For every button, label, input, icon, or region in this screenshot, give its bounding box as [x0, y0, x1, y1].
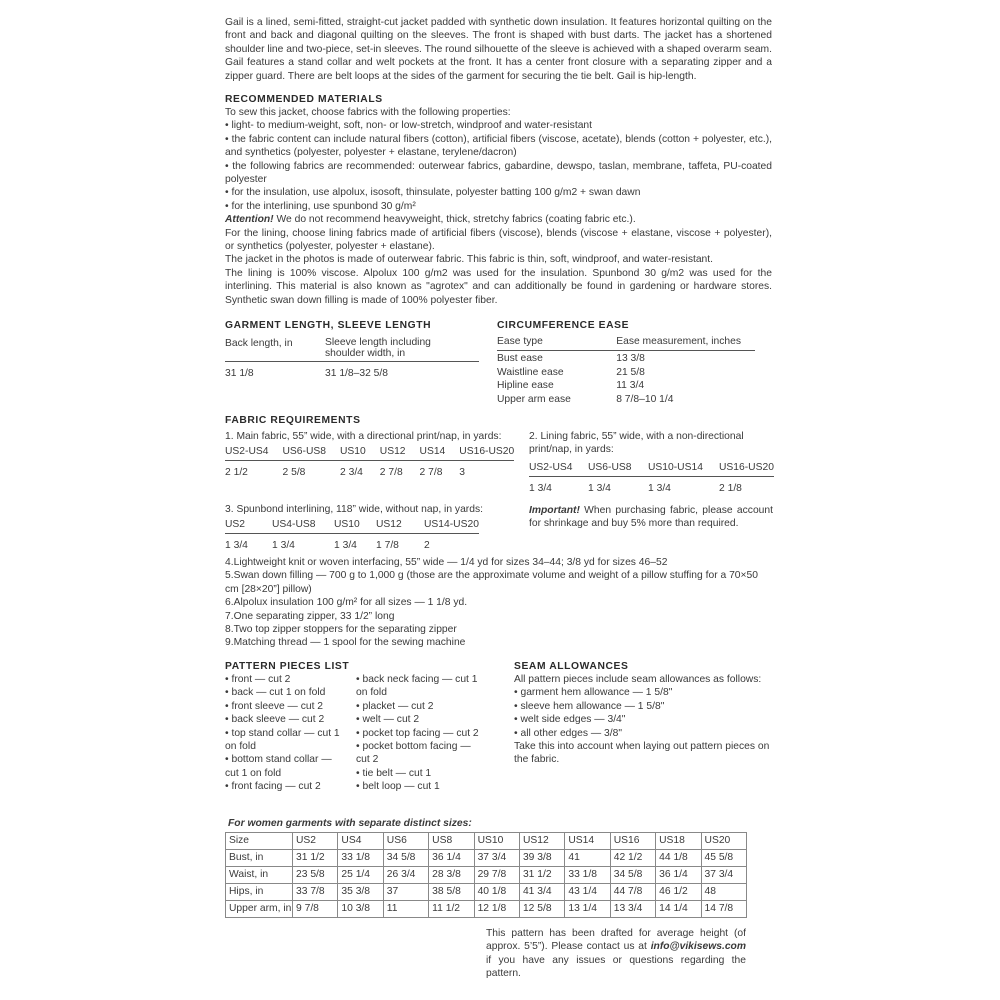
size-chart-table — [225, 832, 747, 918]
list-item: • all other edges — 3/8" — [514, 727, 623, 739]
list-item: 7.One separating zipper, 33 1/2” long — [225, 610, 395, 622]
notions-list — [225, 556, 773, 650]
footer-text-b: if you have any issues or questions regarding the pattern. — [486, 954, 746, 980]
table-row: Bust ease 13 3/8 — [497, 353, 645, 365]
list-item: • back sleeve — cut 2 — [225, 714, 325, 726]
lining-fabric-title: 2. Lining fabric, 55” wide, with a non-directional print/nap, in yards: — [529, 431, 744, 456]
ease-measure-header: Ease measurement, inches — [616, 335, 755, 351]
table-row: Waistline ease 21 5/8 — [497, 366, 645, 378]
footer-text-a: This pattern has been drafted for average height (of approx. 5’5”). Please contact us at — [486, 928, 746, 953]
table-row: Upper arm, in 9 7/8 10 3/8 11 11 1/2 12 1/8 12 5/8 13 1/4 13 3/4 14 1/4 14 7/8 — [226, 901, 747, 918]
table-row: Upper arm ease 8 7/8–10 1/4 — [497, 393, 674, 405]
list-item: • placket — cut 2 — [356, 700, 434, 712]
list-item: • welt — cut 2 — [356, 714, 420, 726]
pattern-list-col1 — [225, 673, 345, 794]
list-item: • front sleeve — cut 2 — [225, 700, 324, 712]
seam-intro: All pattern pieces include seam allowances as follows: — [514, 674, 762, 685]
material-item: • the fabric content can include natural fibers (cotton), artificial fibers (viscose, acetate), blends (cotton + polyester, etc.), and synthetics (polyester, polyester + elastane, terylene/dacron) — [225, 133, 772, 159]
footer-note — [486, 927, 746, 981]
seam-heading: SEAM ALLOWANCES — [514, 661, 629, 672]
materials-block — [225, 106, 772, 307]
material-item: • for the interlining, use spunbond 30 g/m² — [225, 200, 416, 212]
list-item: 6.Alpolux insulation 100 g/m² for all sizes — 1 1/8 yd. — [225, 597, 468, 609]
list-item: • welt side edges — 3/4" — [514, 714, 626, 726]
spunbond-table: US2 US4-US8 US10 US12 US14-US20 1 3/4 1 3/4 1 3/4 1 7/8 2 — [225, 519, 479, 552]
list-item: • bottom stand collar — cut 1 on fold — [225, 754, 332, 779]
lining-fabric-table: US2-US4 US6-US8 US10-US14 US16-US20 1 3/4 1 3/4 1 3/4 2 1/8 — [529, 462, 774, 495]
list-item: • sleeve hem allowance — 1 5/8" — [514, 700, 665, 712]
material-item: • the following fabrics are recommended: outerwear fabrics, gabardine, dewspo, taslan, membrane, taffeta, PU-coated polyester — [225, 160, 772, 186]
composition-note: The lining is 100% viscose. Alpolux 100 g/m2 was used for the insulation. Spunbond 30 g/m2 was used for the interlining. This material is also known as "agrotex" and can additionally be found in gardening or hardware stores. Synthetic swan down filling is made of 100% polyester fiber. — [225, 267, 772, 306]
materials-heading: RECOMMENDED MATERIALS — [225, 94, 383, 105]
list-item: • front facing — cut 2 — [225, 781, 321, 793]
list-item: 5.Swan down filling — 700 g to 1,000 g (those are the approximate volume and weight of a pillow stuffing for a 70×50 cm [28×20”] pillow) — [225, 570, 759, 595]
back-length-header: Back length, in — [225, 337, 325, 362]
table-row: Hipline ease 11 3/4 — [497, 380, 645, 392]
ease-table — [497, 335, 755, 406]
list-item: • tie belt — cut 1 — [356, 767, 432, 779]
fabric-heading: FABRIC REQUIREMENTS — [225, 415, 361, 426]
list-item: • front — cut 2 — [225, 674, 291, 685]
sleeve-length-header: Sleeve length including shoulder width, in — [325, 337, 479, 362]
table-row: Bust, in 31 1/2 33 1/8 34 5/8 36 1/4 37 3/4 39 3/8 41 42 1/2 44 1/8 45 5/8 — [226, 850, 747, 867]
lining-note: For the lining, choose lining fabrics made of artificial fibers (viscose), blends (viscose + elastane, viscose + polyester), or synthetics (polyester, polyester + elastane). — [225, 227, 772, 253]
table-row: Size US2 US4 US6 US8 US10 US12 US14 US16 US18 US20 — [226, 833, 747, 850]
material-item: • light- to medium-weight, soft, non- or low-stretch, windproof and water-resistant — [225, 120, 593, 132]
materials-intro: To sew this jacket, choose fabrics with the following properties: — [225, 107, 511, 118]
list-item: • belt loop — cut 1 — [356, 781, 440, 793]
list-item: • pocket top facing — cut 2 — [356, 727, 479, 739]
list-item: • garment hem allowance — 1 5/8" — [514, 687, 673, 699]
sleeve-length-value: 31 1/8–32 5/8 — [325, 368, 388, 379]
garment-length-table — [225, 337, 479, 380]
back-length-value: 31 1/8 — [225, 368, 254, 379]
pattern-heading: PATTERN PIECES LIST — [225, 661, 350, 672]
ease-type-header: Ease type — [497, 335, 616, 351]
table-row: Hips, in 33 7/8 35 3/8 37 38 5/8 40 1/8 41 3/4 43 1/4 44 7/8 46 1/2 48 — [226, 884, 747, 901]
table-row: Waist, in 23 5/8 25 1/4 26 3/4 28 3/8 29 7/8 31 1/2 33 1/8 34 5/8 36 1/4 37 3/4 — [226, 867, 747, 884]
attention-label: Attention! — [225, 214, 274, 226]
photos-note: The jacket in the photos is made of outerwear fabric. This fabric is thin, soft, windproof, and water-resistant. — [225, 254, 714, 266]
important-text: When purchasing fabric, please account for shrinkage and buy 5% more than required. — [529, 505, 773, 530]
pattern-list-col2 — [356, 673, 481, 794]
list-item: 4.Lightweight knit or woven interfacing, 55” wide — 1/4 yd for sizes 34–44; 3/8 yd for sizes 46–52 — [225, 557, 668, 568]
spunbond-title: 3. Spunbond interlining, 118” wide, without nap, in yards: — [225, 504, 483, 515]
important-note — [529, 504, 773, 531]
main-fabric-table: US2-US4 US6-US8 US10 US12 US14 US16-US20 2 1/2 2 5/8 2 3/4 2 7/8 2 7/8 3 — [225, 446, 515, 479]
seam-block — [514, 673, 776, 767]
list-item: 8.Two top zipper stoppers for the separating zipper — [225, 624, 457, 636]
list-item: • pocket bottom facing — cut 2 — [356, 741, 471, 766]
material-item: • for the insulation, use alpolux, isosoft, thinsulate, polyester batting 100 g/m2 + swan dawn — [225, 187, 641, 199]
list-item: • top stand collar — cut 1 on fold — [225, 727, 340, 753]
main-fabric-title: 1. Main fabric, 55” wide, with a directional print/nap, in yards: — [225, 431, 502, 442]
list-item: 9.Matching thread — 1 spool for the sewing machine — [225, 637, 466, 649]
intro-paragraph: Gail is a lined, semi-fitted, straight-cut jacket padded with synthetic down insulation. It features horizontal quilting on the front and back and diagonal quilting on the sleeves. The front is shaped with bust darts. The jacket has a shortened shoulder line and two-piece, set-in sleeves. The round silhouette of the sleeve is achieved with a shaped overarm seam. Gail features a stand collar and welt pockets at the front. It has a center front closure with a separating zipper and a zipper guard. There are belt loops at the sides of the garment for securing the tie belt. Gail is hip-length. — [225, 17, 772, 82]
important-label: Important! — [529, 505, 580, 516]
attention-note — [225, 213, 772, 226]
garment-length-heading: GARMENT LENGTH, SLEEVE LENGTH — [225, 320, 432, 331]
contact-email-link[interactable]: info@vikisews.com — [650, 941, 746, 953]
size-chart-title: For women garments with separate distinct sizes: — [228, 818, 472, 829]
attention-text: We do not recommend heavyweight, thick, stretchy fabrics (coating fabric etc.). — [273, 214, 636, 226]
list-item: • back — cut 1 on fold — [225, 687, 326, 699]
ease-heading: CIRCUMFERENCE EASE — [497, 320, 630, 331]
seam-note: Take this into account when laying out pattern pieces on the fabric. — [514, 741, 770, 766]
list-item: • back neck facing — cut 1 on fold — [356, 674, 478, 699]
